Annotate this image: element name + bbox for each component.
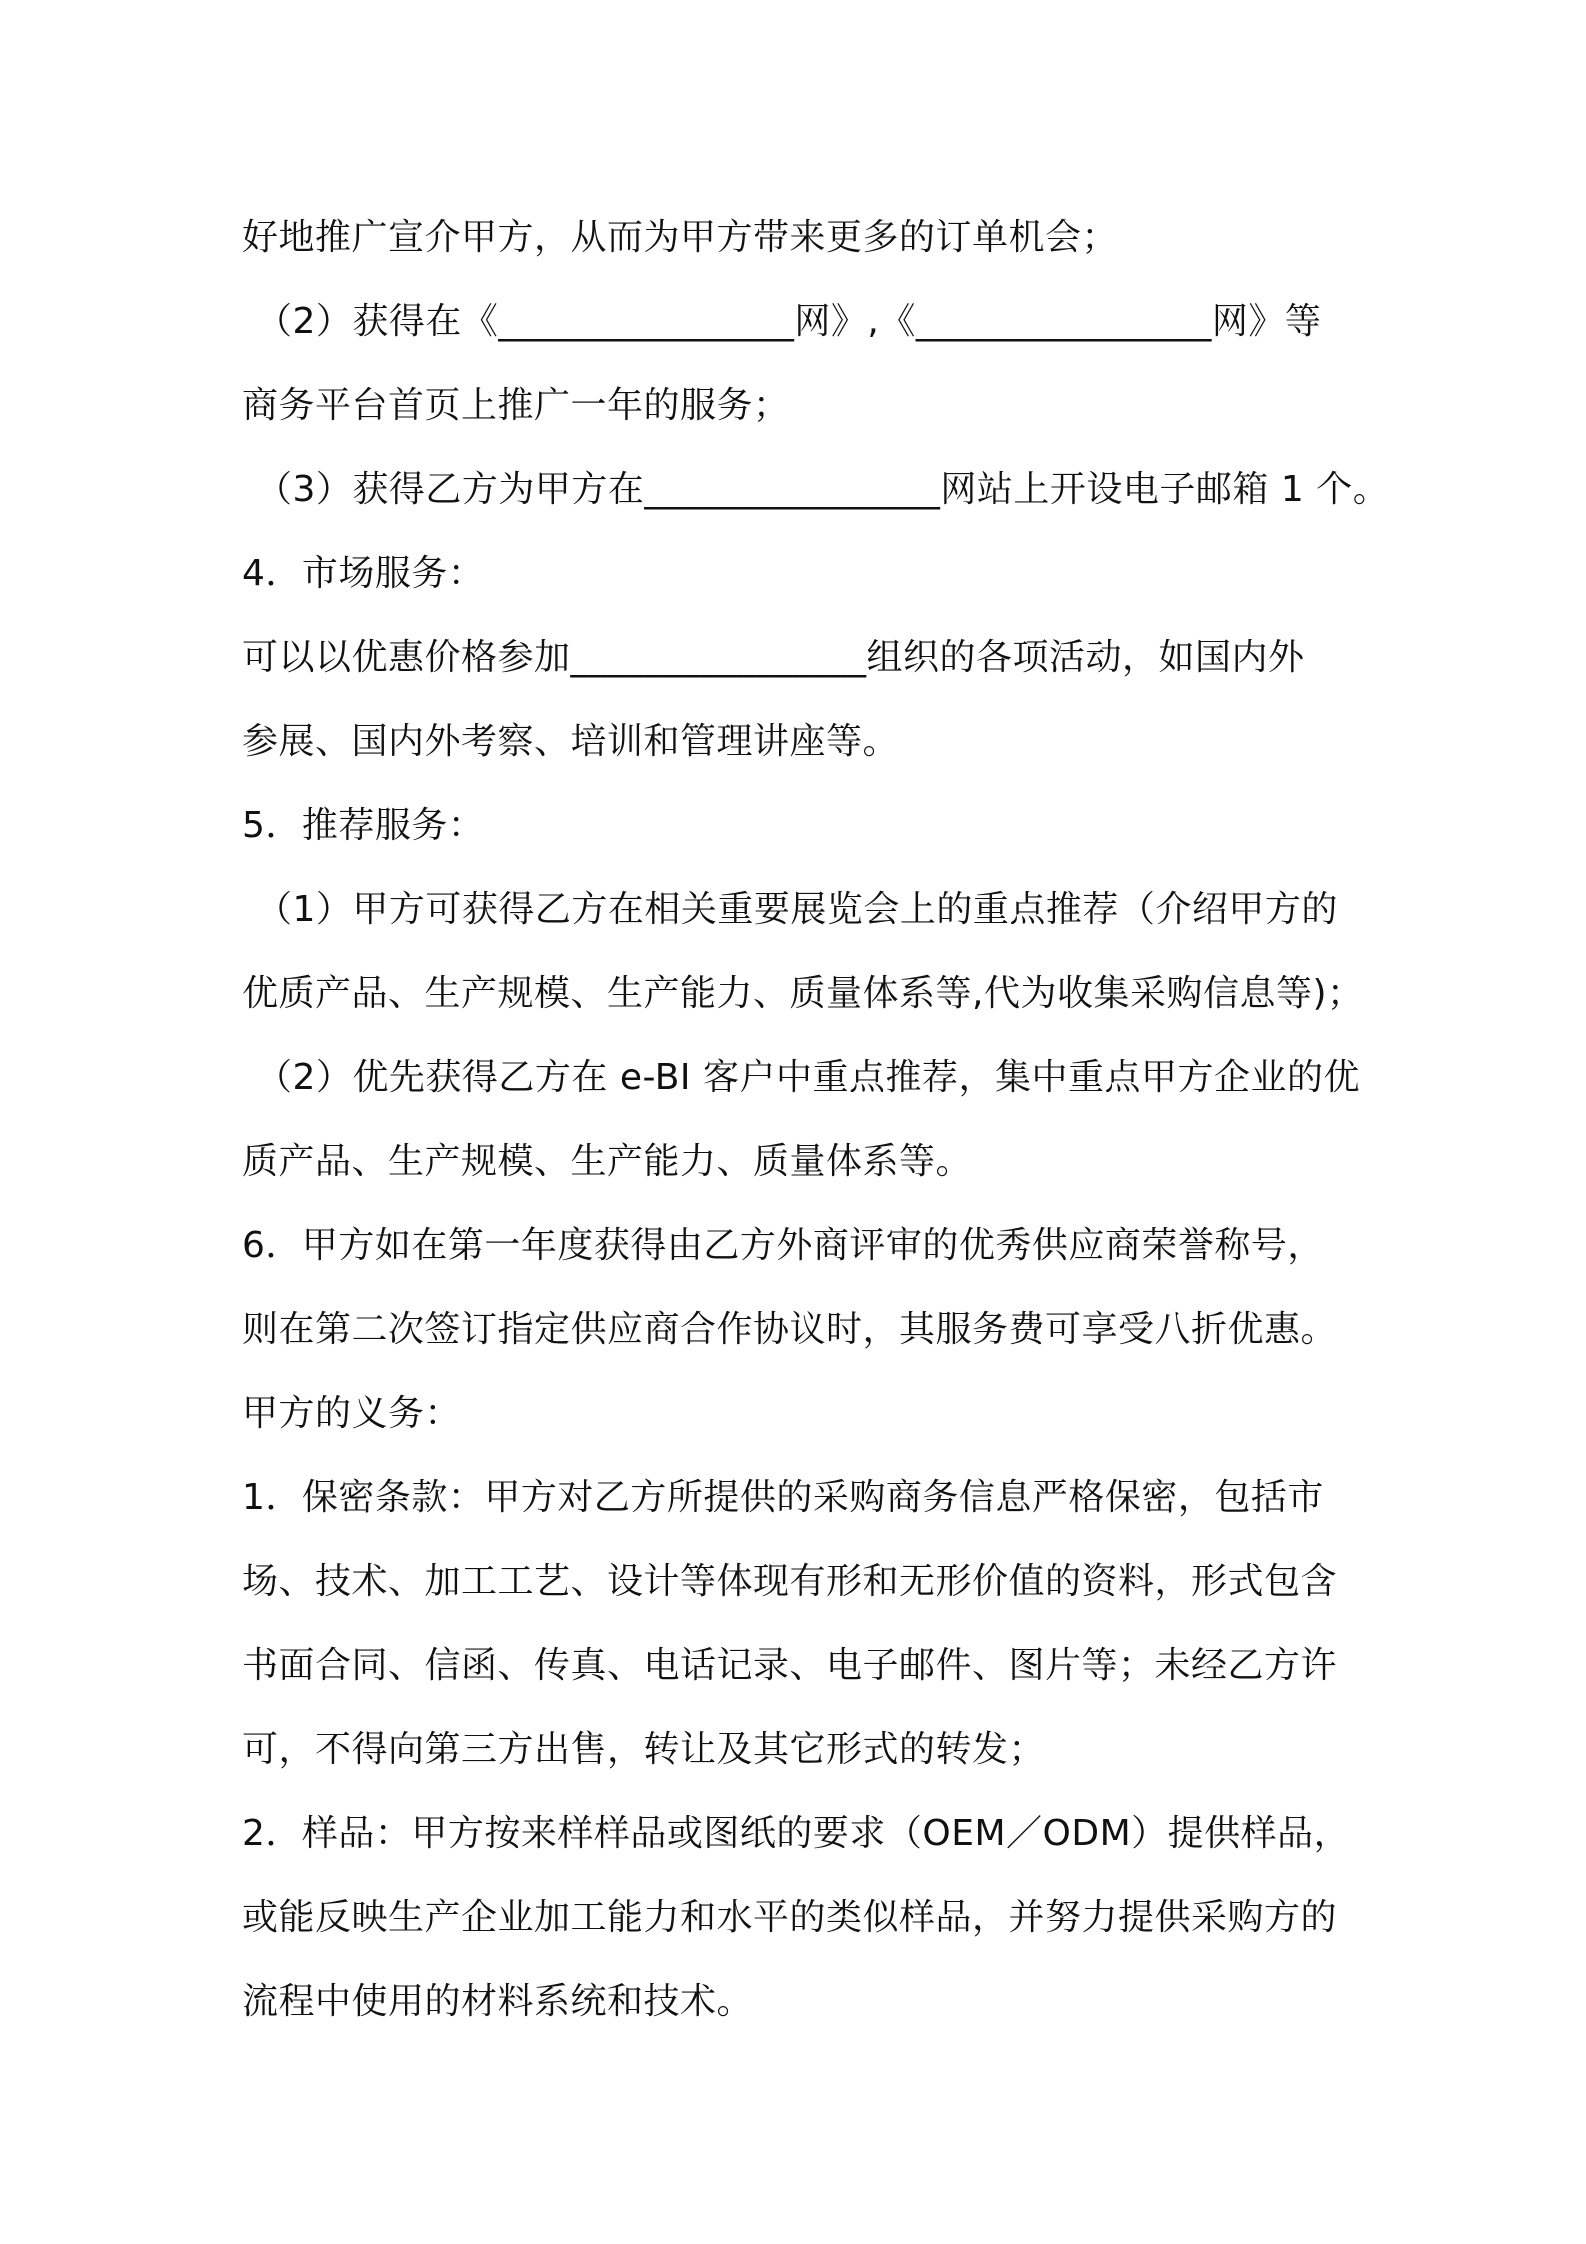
paragraph-line: 书面合同、信函、传真、电话记录、电子邮件、图片等；未经乙方许 <box>242 1645 1338 1686</box>
document-body <box>242 196 1390 2044</box>
paragraph-line: 流程中使用的材料系统和技术。 <box>242 1981 754 2022</box>
paragraph-line: （2）获得在《________________网》,《________________网》等 <box>256 301 1322 342</box>
paragraph-line: 质产品、生产规模、生产能力、质量体系等。 <box>242 1141 973 1182</box>
paragraph-line: 好地推广宣介甲方，从而为甲方带来更多的订单机会； <box>242 217 1119 258</box>
paragraph-line: （1）甲方可获得乙方在相关重要展览会上的重点推荐（介绍甲方的 <box>256 889 1338 930</box>
paragraph-line: 可，不得向第三方出售，转让及其它形式的转发； <box>242 1729 1046 1770</box>
section-heading: 4．市场服务： <box>242 553 485 594</box>
paragraph-line: 优质产品、生产规模、生产能力、质量体系等,代为收集采购信息等)； <box>242 973 1364 1014</box>
paragraph-line: 商务平台首页上推广一年的服务； <box>242 385 790 426</box>
paragraph-line: 则在第二次签订指定供应商合作协议时，其服务费可享受八折优惠。 <box>242 1309 1338 1350</box>
paragraph-line: 1．保密条款：甲方对乙方所提供的采购商务信息严格保密，包括市 <box>242 1477 1324 1518</box>
section-heading: 甲方的义务： <box>242 1393 462 1434</box>
paragraph-line: 可以以优惠价格参加________________组织的各项活动，如国内外 <box>242 637 1305 678</box>
section-heading: 5．推荐服务： <box>242 805 485 846</box>
paragraph-line: （3）获得乙方为甲方在________________网站上开设电子邮箱 1 个。 <box>256 469 1390 510</box>
paragraph-line: 2．样品：甲方按来样样品或图纸的要求（OEM／ODM）提供样品， <box>242 1813 1351 1854</box>
paragraph-line: 6．甲方如在第一年度获得由乙方外商评审的优秀供应商荣誉称号， <box>242 1225 1324 1266</box>
paragraph-line: 场、技术、加工工艺、设计等体现有形和无形价值的资料，形式包含 <box>242 1561 1338 1602</box>
paragraph-line: （2）优先获得乙方在 e-BI 客户中重点推荐，集中重点甲方企业的优 <box>256 1057 1360 1098</box>
paragraph-line: 参展、国内外考察、培训和管理讲座等。 <box>242 721 900 762</box>
paragraph-line: 或能反映生产企业加工能力和水平的类似样品，并努力提供采购方的 <box>242 1897 1338 1938</box>
